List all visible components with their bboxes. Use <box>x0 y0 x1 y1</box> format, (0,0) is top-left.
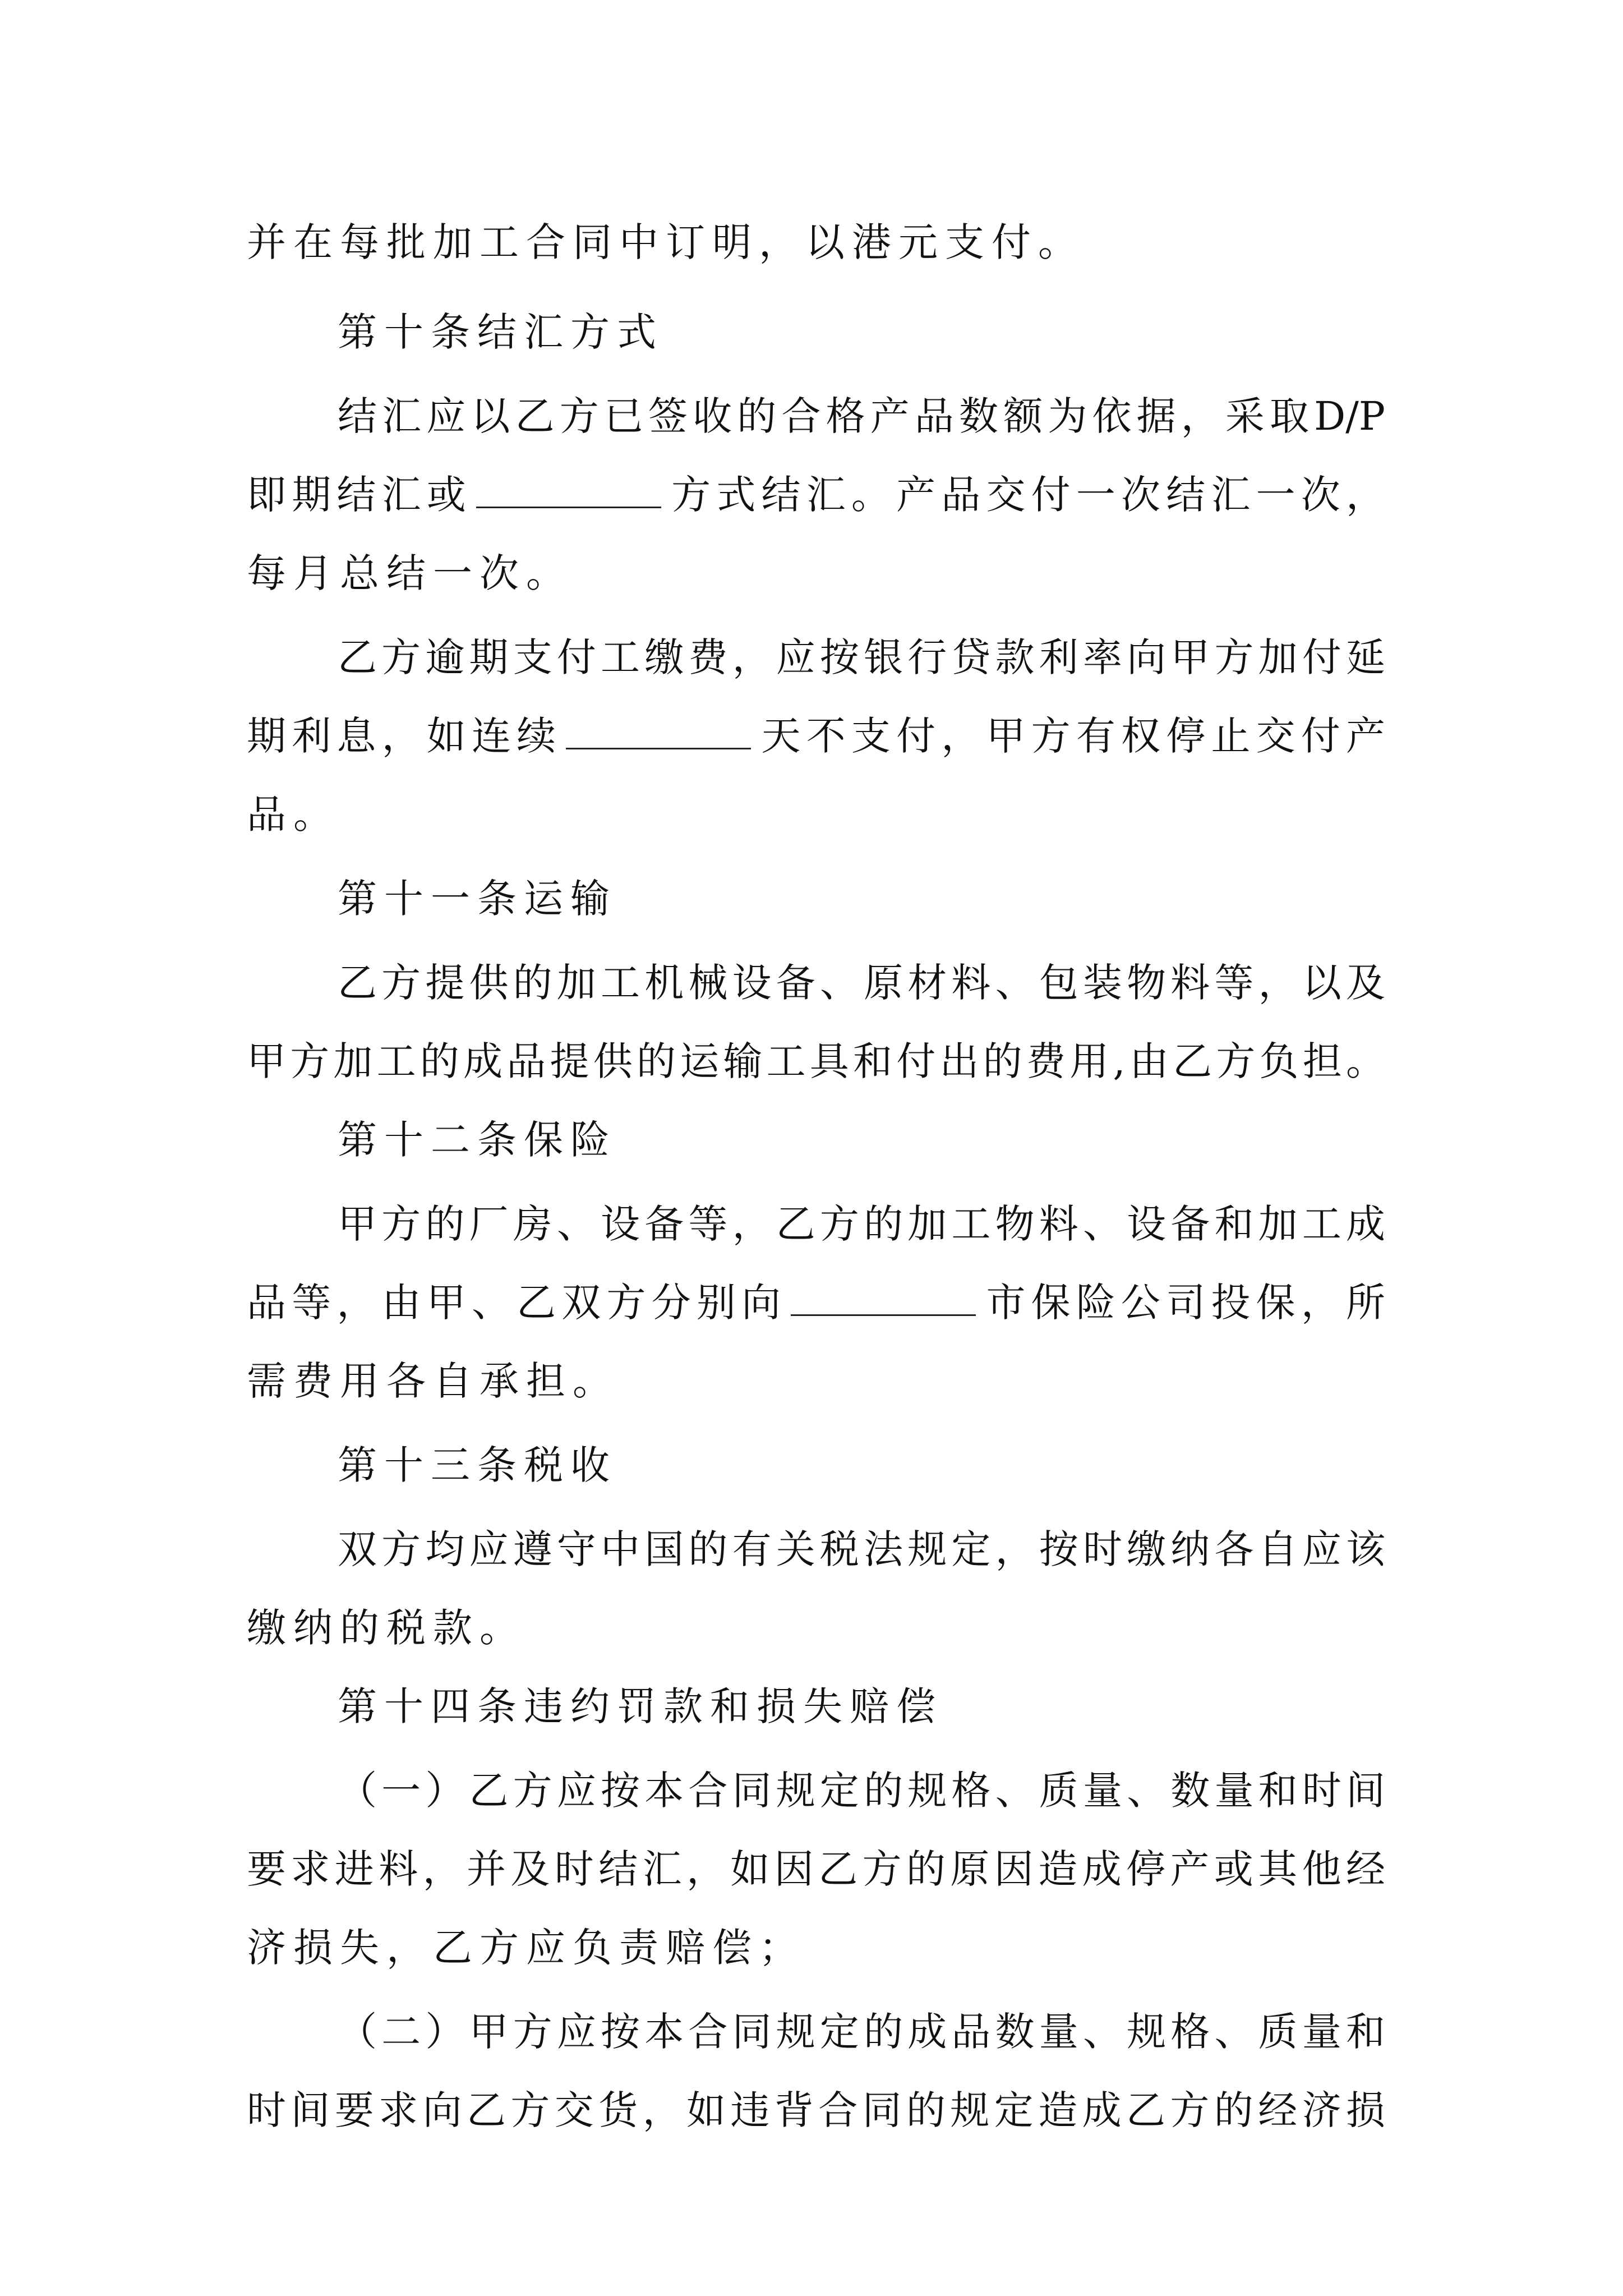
fill-in-blank <box>476 473 661 508</box>
article-heading: 第十三条税收 <box>338 1442 617 1488</box>
text-segment: 即期结汇或 <box>247 472 472 518</box>
body-text-line: 要求进料，并及时结汇，如因乙方的原因造成停产或其他经 <box>247 1846 1385 1892</box>
body-text-line: 并在每批加工合同中订明，以港元支付。 <box>247 219 1085 265</box>
body-text-line: 品。 <box>247 792 340 838</box>
body-text-line-with-blank <box>247 1280 1385 1325</box>
body-text-line: （一）乙方应按本合同规定的规格、质量、数量和时间 <box>338 1768 1385 1814</box>
body-text-line: （二）甲方应按本合同规定的成品数量、规格、质量和 <box>338 2009 1385 2055</box>
body-text-line: 需费用各自承担。 <box>247 1358 619 1404</box>
body-text-line-with-blank <box>247 472 1385 517</box>
body-text-line: 甲方的厂房、设备等，乙方的加工物料、设备和加工成 <box>338 1201 1385 1247</box>
text-segment: 市保险公司投保，所 <box>980 1280 1386 1326</box>
text-segment: 期利息，如连续 <box>247 713 562 759</box>
body-text-line: 每月总结一次。 <box>247 550 573 596</box>
article-heading: 第十四条违约罚款和损失赔偿 <box>338 1683 943 1729</box>
article-heading: 第十二条保险 <box>338 1117 617 1163</box>
body-text-line: 乙方逾期支付工缴费，应按银行贷款利率向甲方加付延 <box>338 634 1385 680</box>
body-text-line: 缴纳的税款。 <box>247 1605 526 1651</box>
article-heading: 第十条结汇方式 <box>338 309 663 355</box>
article-heading: 第十一条运输 <box>338 876 617 922</box>
body-text-line: 甲方加工的成品提供的运输工具和付出的费用,由乙方负担。 <box>247 1038 1385 1084</box>
body-text-line: 济损失，乙方应负责赔偿； <box>247 1925 805 1971</box>
text-segment: 方式结汇。产品交付一次结汇一次， <box>665 472 1385 518</box>
body-text-line: 时间要求向乙方交货，如违背合同的规定造成乙方的经济损 <box>247 2087 1385 2133</box>
text-segment: 天不支付，甲方有权停止交付产 <box>755 713 1386 759</box>
text-segment: 品等，由甲、乙双方分别向 <box>247 1280 787 1326</box>
body-text-line: 乙方提供的加工机械设备、原材料、包装物料等，以及 <box>338 960 1385 1006</box>
body-text-line: 双方均应遵守中国的有关税法规定，按时缴纳各自应该 <box>338 1526 1385 1572</box>
body-text-line-with-blank <box>247 714 1385 758</box>
fill-in-blank <box>566 714 751 749</box>
body-text-line: 结汇应以乙方已签收的合格产品数额为依据，采取D/P <box>338 393 1385 439</box>
fill-in-blank <box>791 1281 976 1316</box>
